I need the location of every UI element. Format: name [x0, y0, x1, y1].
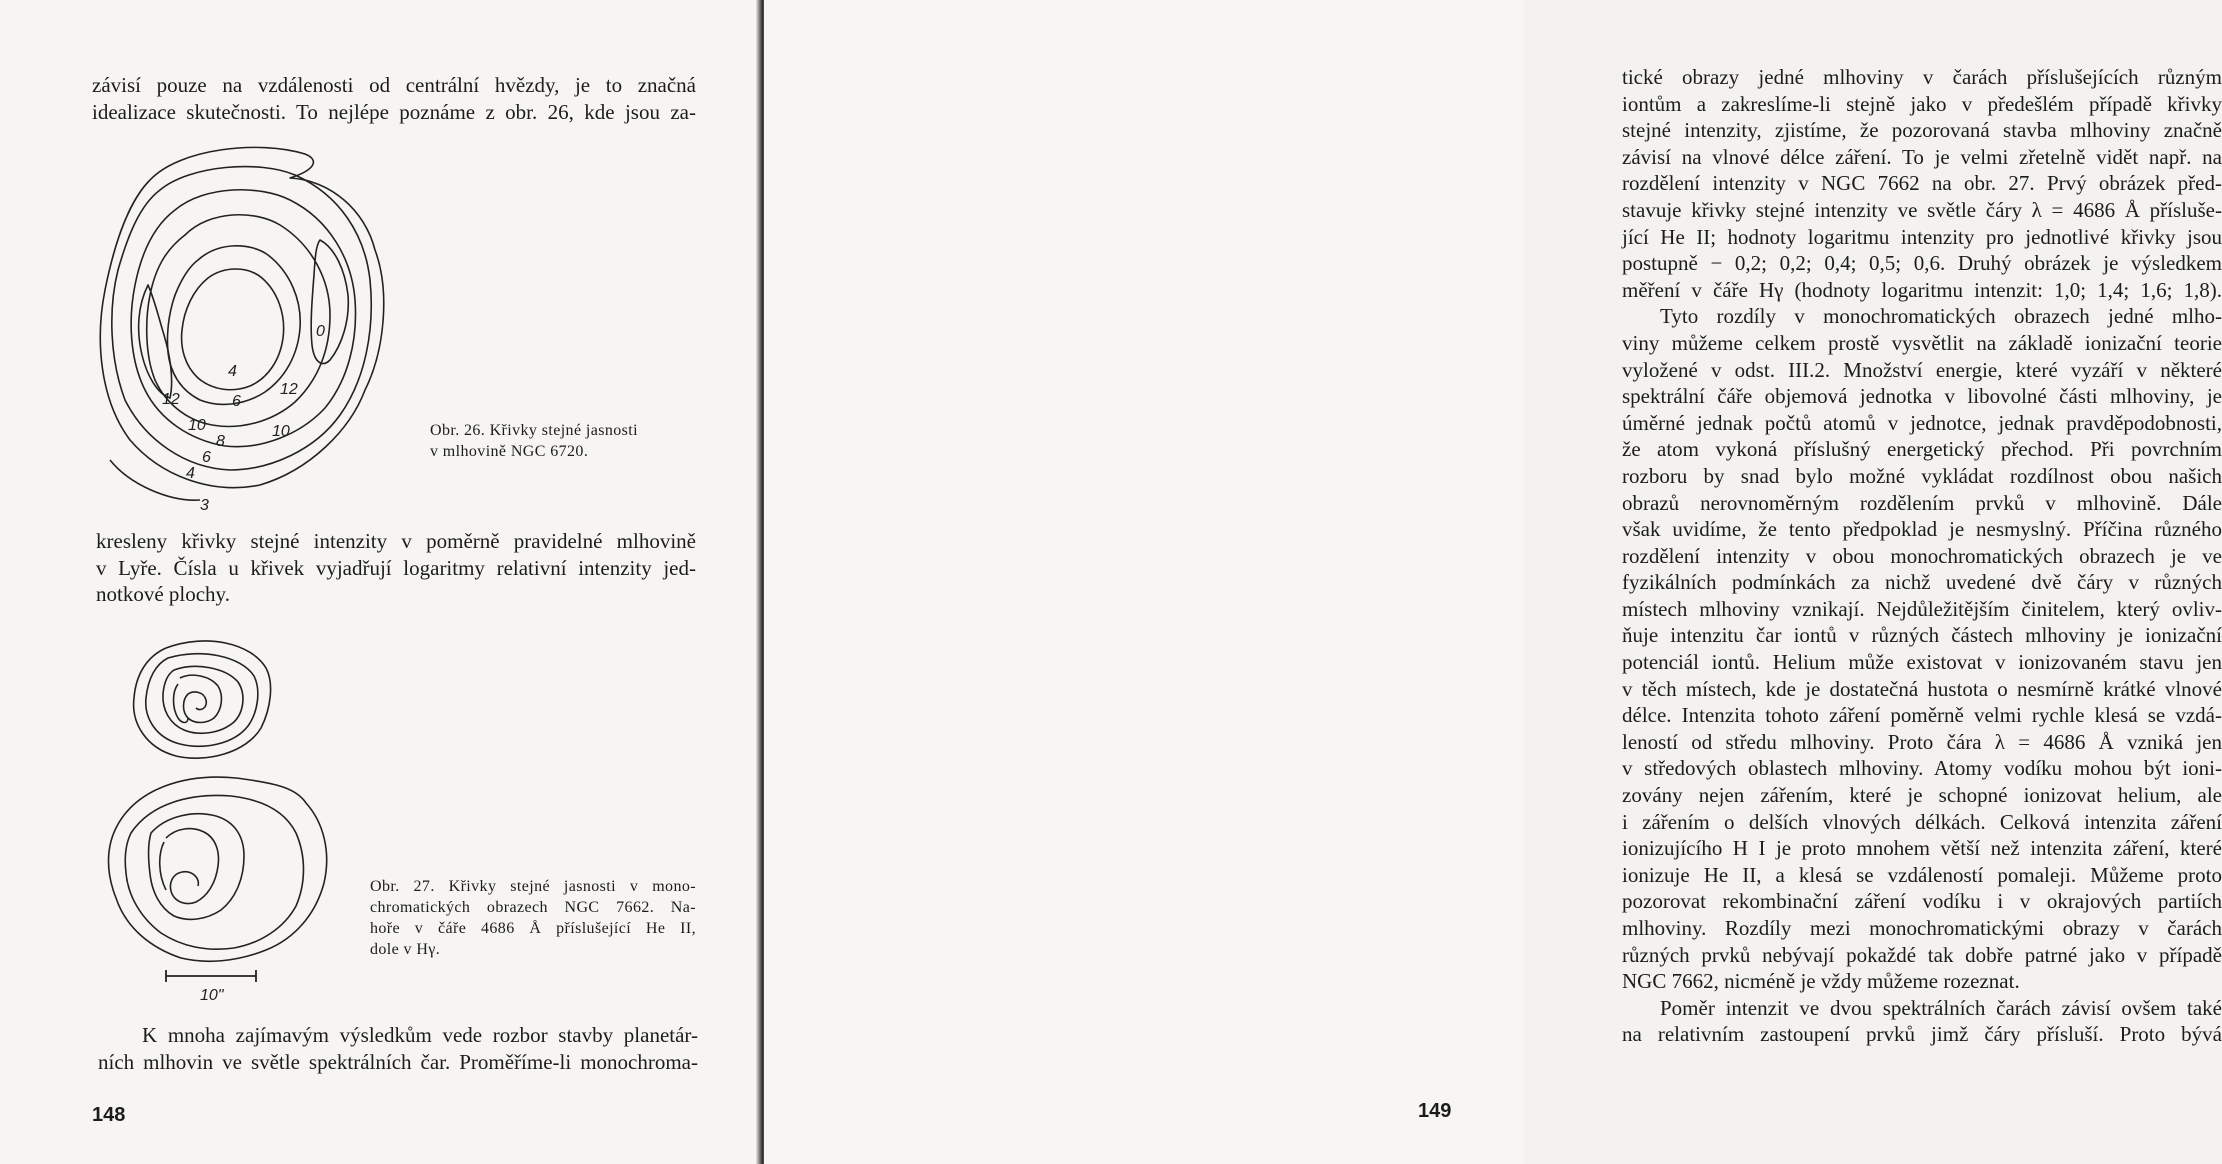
text-line: zovány nejen zářením, které je schopné ionizovat helium, ale	[1622, 783, 2222, 808]
text-line: stejné intenzity, zjistíme, že pozorovaná stavba mlhoviny značně	[1622, 118, 2222, 143]
text-line: potenciál iontů. Helium může existovat v ionizovaném stavu jen	[1622, 650, 2222, 675]
contour-label: 12	[280, 381, 298, 398]
text-line: kresleny křivky stejné intenzity v poměrně pravidelné mlhovině	[96, 529, 696, 553]
figure-27-caption	[370, 876, 696, 960]
text-line: místech mlhoviny vznikají. Nejdůležitějším činitelem, který ovliv-	[1622, 596, 2222, 621]
text-line: vyložené v odst. III.2. Množství energie, které vyzáří v některé	[1622, 357, 2222, 382]
text-line: spektrální čáře objemová jednotka v libovolné části mlhoviny, je	[1622, 384, 2222, 409]
contour-label: 6	[202, 449, 211, 466]
text-line: závisí pouze na vzdálenosti od centrální hvězdy, je to značná	[92, 73, 696, 97]
text-line: jící He II; hodnoty logaritmu intenzity pro jednotlivé křivky jsou	[1622, 224, 2222, 249]
text-line: idealizace skutečnosti. To nejlépe poznáme z obr. 26, kde jsou za-	[92, 99, 696, 124]
text-line: obrazů nerovnoměrným rozdělením prvků v mlhovině. Dále	[1622, 490, 2222, 515]
text-line: v Lyře. Čísla u křivek vyjadřují logaritmy relativní intenzity jed-	[96, 555, 696, 580]
caption-line: hoře v čáře 4686 Å příslušející He II,	[370, 920, 696, 937]
page-number-left: 148	[92, 1104, 126, 1126]
text-line: ionizuje He II, a klesá se vzdáleností pomaleji. Můžeme proto	[1622, 862, 2222, 887]
left-intro-text	[92, 72, 696, 125]
text-line: leností od středu mlhoviny. Proto čára λ = 4686 Å vzniká jen	[1622, 729, 2222, 754]
text-line: fyzikálních podmínkách za nichž uvedené dvě čáry v různých	[1622, 570, 2222, 595]
text-line: rozdělení intenzity v obou monochromatických obrazech je ve	[1622, 543, 2222, 568]
text-line: tické obrazy jedné mlhoviny v čarách příslušejících různým	[1622, 65, 2222, 89]
caption-line: chromatických obrazech NGC 7662. Na-	[370, 899, 696, 916]
page-number-right: 149	[1418, 1100, 1452, 1122]
left-page	[0, 0, 760, 1164]
text-line: různých prvků nebývají pokaždé tak dobře patrné jako v případě	[1622, 942, 2222, 967]
text-line: NGC 7662, nicméně je vždy můžeme rozeznat.	[1622, 969, 2020, 994]
text-line: i zářením o delších vlnových délkách. Celková intenzita záření	[1622, 809, 2222, 834]
text-line: mlhoviny. Rozdíly mezi monochromatickými obrazy v čarách	[1622, 916, 2222, 940]
text-line: měření v čáře Hγ (hodnoty logaritmu intenzit: 1,0; 1,4; 1,6; 1,8).	[1622, 277, 2222, 302]
text-line: ionizujícího H I je proto mnohem větší než intenzita záření, které	[1622, 836, 2222, 861]
contour-label: 0	[316, 323, 325, 340]
contour-label: 12	[162, 391, 180, 408]
left-bottom-text	[98, 1022, 698, 1075]
text-line: Tyto rozdíly v monochromatických obrazech jedné mlho-	[1660, 304, 2222, 329]
contour-label: 10	[188, 417, 206, 434]
right-body-text	[1622, 64, 2222, 1048]
right-page	[764, 0, 2222, 1164]
text-line: úměrné jednak počtů atomů v jednotce, jednak pravděpodobnosti,	[1622, 410, 2222, 435]
text-line: v středových oblastech mlhoviny. Atomy vodíku mohou být ioni-	[1622, 756, 2222, 781]
caption-line: dole v Hγ.	[370, 941, 441, 958]
text-line: v těch místech, kde je dostatečná hustota o nesmírně krátké vlnové	[1622, 676, 2222, 701]
text-line: ních mlhovin ve světle spektrálních čar. Proměříme-li monochroma-	[98, 1049, 698, 1074]
text-line: viny můžeme celkem prostě vysvětlit na základě ionizační teorie	[1622, 330, 2222, 355]
text-line: pozorovat rekombinační záření vodíku i v okrajových partiích	[1622, 889, 2222, 914]
text-line: však uvidíme, že tento předpoklad je nesmyslný. Příčina různého	[1622, 517, 2222, 542]
text-line: notkové plochy.	[96, 582, 230, 607]
contour-label: 4	[186, 465, 195, 482]
left-middle-text	[96, 528, 696, 608]
caption-line: v mlhovině NGC 6720.	[430, 443, 589, 460]
contour-label: 6	[232, 393, 241, 410]
text-line: ňuje intenzitu čar iontů v různých částech mlhoviny je ionizační	[1622, 623, 2222, 648]
text-line: závisí na vlnové délce záření. To je velmi zřetelně vidět např. na	[1622, 144, 2222, 169]
contour-label: 4	[228, 363, 237, 380]
caption-line: Obr. 27. Křivky stejné jasnosti v mono-	[370, 878, 696, 895]
caption-line: Obr. 26. Křivky stejné jasnosti	[430, 422, 638, 439]
text-line: na relativním zastoupení prvků jimž čáry přísluší. Proto bývá	[1622, 1022, 2222, 1047]
text-line: stavuje křivky stejné intenzity ve světle čáry λ = 4686 Å přísluše-	[1622, 197, 2222, 222]
contour-label: 3	[200, 497, 209, 514]
text-line: Poměr intenzit ve dvou spektrálních čarách závisí ovšem také	[1660, 995, 2222, 1020]
text-line: K mnoha zajímavým výsledkům vede rozbor stavby planetár-	[142, 1023, 698, 1047]
scale-bar-label: 10"	[200, 987, 224, 1004]
contour-label: 8	[216, 433, 225, 450]
text-line: rozboru by snad bylo možné vykládat rozdílnost obou našich	[1622, 463, 2222, 488]
figure-26-caption	[430, 420, 696, 462]
contour-label: 10	[272, 423, 290, 440]
text-line: postupně − 0,2; 0,2; 0,4; 0,5; 0,6. Druhý obrázek je výsledkem	[1622, 251, 2222, 276]
text-line: délce. Intenzita tohoto záření poměrně velmi rychle klesá se vzdá-	[1622, 703, 2222, 728]
figure-27-contour-maps	[96, 628, 346, 1018]
text-line: že atom vykoná příslušný energetický přechod. Při povrchním	[1622, 437, 2222, 462]
figure-26-contour-map	[90, 140, 400, 520]
text-line: rozdělení intenzity v NGC 7662 na obr. 27. Prvý obrázek před-	[1622, 171, 2222, 196]
text-line: iontům a zakreslíme-li stejně jako v předešlém případě křivky	[1622, 91, 2222, 116]
